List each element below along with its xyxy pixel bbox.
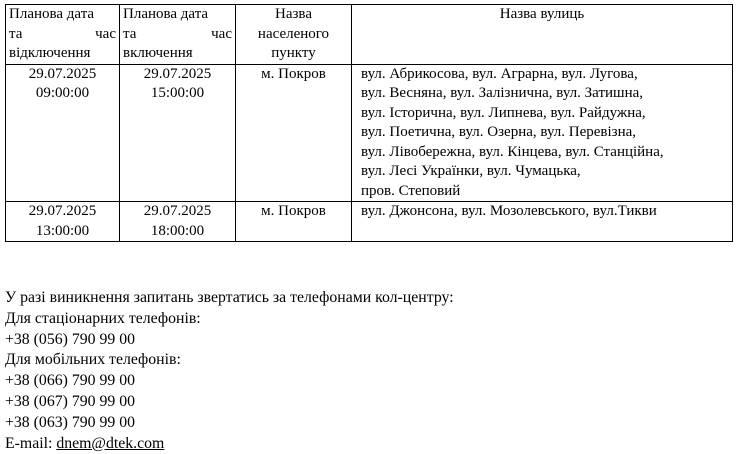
header-text: включення <box>123 45 193 61</box>
street-line: вул. Весняна, вул. Залізнична, вул. Затишна, <box>361 85 644 101</box>
table-header-row <box>6 5 733 65</box>
header-word: та <box>123 25 137 42</box>
off-date: 29.07.2025 <box>28 203 97 219</box>
street-line: вул. Лівобережна, вул. Кінцева, вул. Станційна, <box>361 143 664 160</box>
cell-planned-off <box>6 202 120 242</box>
outage-schedule-table <box>5 4 733 242</box>
cell-planned-on <box>120 202 236 242</box>
mobile-phone: +38 (063) 790 99 00 <box>5 413 136 431</box>
cell-streets <box>352 64 733 202</box>
on-time: 15:00:00 <box>150 85 205 101</box>
contact-info <box>5 288 454 454</box>
on-date: 29.07.2025 <box>143 203 212 219</box>
street-line: вул. Джонсона, вул. Мозолевського, вул.Тикви <box>361 203 657 219</box>
cell-settlement: м. Покров <box>236 202 352 242</box>
street-line: вул. Поетична, вул. Озерна, вул. Перевізна, <box>361 124 637 140</box>
cell-planned-off <box>6 64 120 202</box>
header-planned-on <box>120 5 236 65</box>
header-settlement: Назва населеного пункту <box>236 5 352 65</box>
header-word: час <box>211 25 232 42</box>
street-line: пров. Степовий <box>361 182 461 199</box>
landline-phone: +38 (056) 790 99 00 <box>5 330 136 348</box>
mobile-label: Для мобільних телефонів: <box>5 351 181 369</box>
header-word: та <box>9 25 23 42</box>
mobile-phone: +38 (067) 790 99 00 <box>5 392 136 410</box>
header-text-justified <box>9 25 116 45</box>
email-line <box>5 434 454 454</box>
mobile-phone: +38 (066) 790 99 00 <box>5 372 136 390</box>
email-label: E-mail: <box>5 434 57 452</box>
off-date: 29.07.2025 <box>28 65 97 82</box>
cell-planned-on <box>120 64 236 202</box>
table-row <box>6 202 733 242</box>
email-link[interactable]: dnem@dtek.com <box>56 434 165 452</box>
header-text-justified <box>123 25 232 45</box>
header-text: Планова дата <box>9 6 95 22</box>
cell-settlement: м. Покров <box>236 64 352 202</box>
contact-intro: У разі виникнення запитань звертатись за телефонами кол-центру: <box>5 289 454 306</box>
street-line: вул. Абрикосова, вул. Аграрна, вул. Лугова, <box>361 65 638 82</box>
on-date: 29.07.2025 <box>143 65 212 82</box>
table-row <box>6 64 733 202</box>
header-text: відключення <box>9 45 91 61</box>
street-line: вул. Лесі Українки, вул. Чумацька, <box>361 163 581 179</box>
header-streets: Назва вулиць <box>352 5 733 65</box>
header-word: час <box>95 25 116 42</box>
header-planned-off <box>6 5 120 65</box>
landline-label: Для стаціонарних телефонів: <box>5 309 201 327</box>
header-text: Планова дата <box>123 6 209 22</box>
off-time: 13:00:00 <box>35 222 90 239</box>
off-time: 09:00:00 <box>35 85 90 101</box>
on-time: 18:00:00 <box>150 222 205 239</box>
street-line: вул. Історична, вул. Липнева, вул. Райдужна, <box>361 104 646 121</box>
cell-streets <box>352 202 733 242</box>
